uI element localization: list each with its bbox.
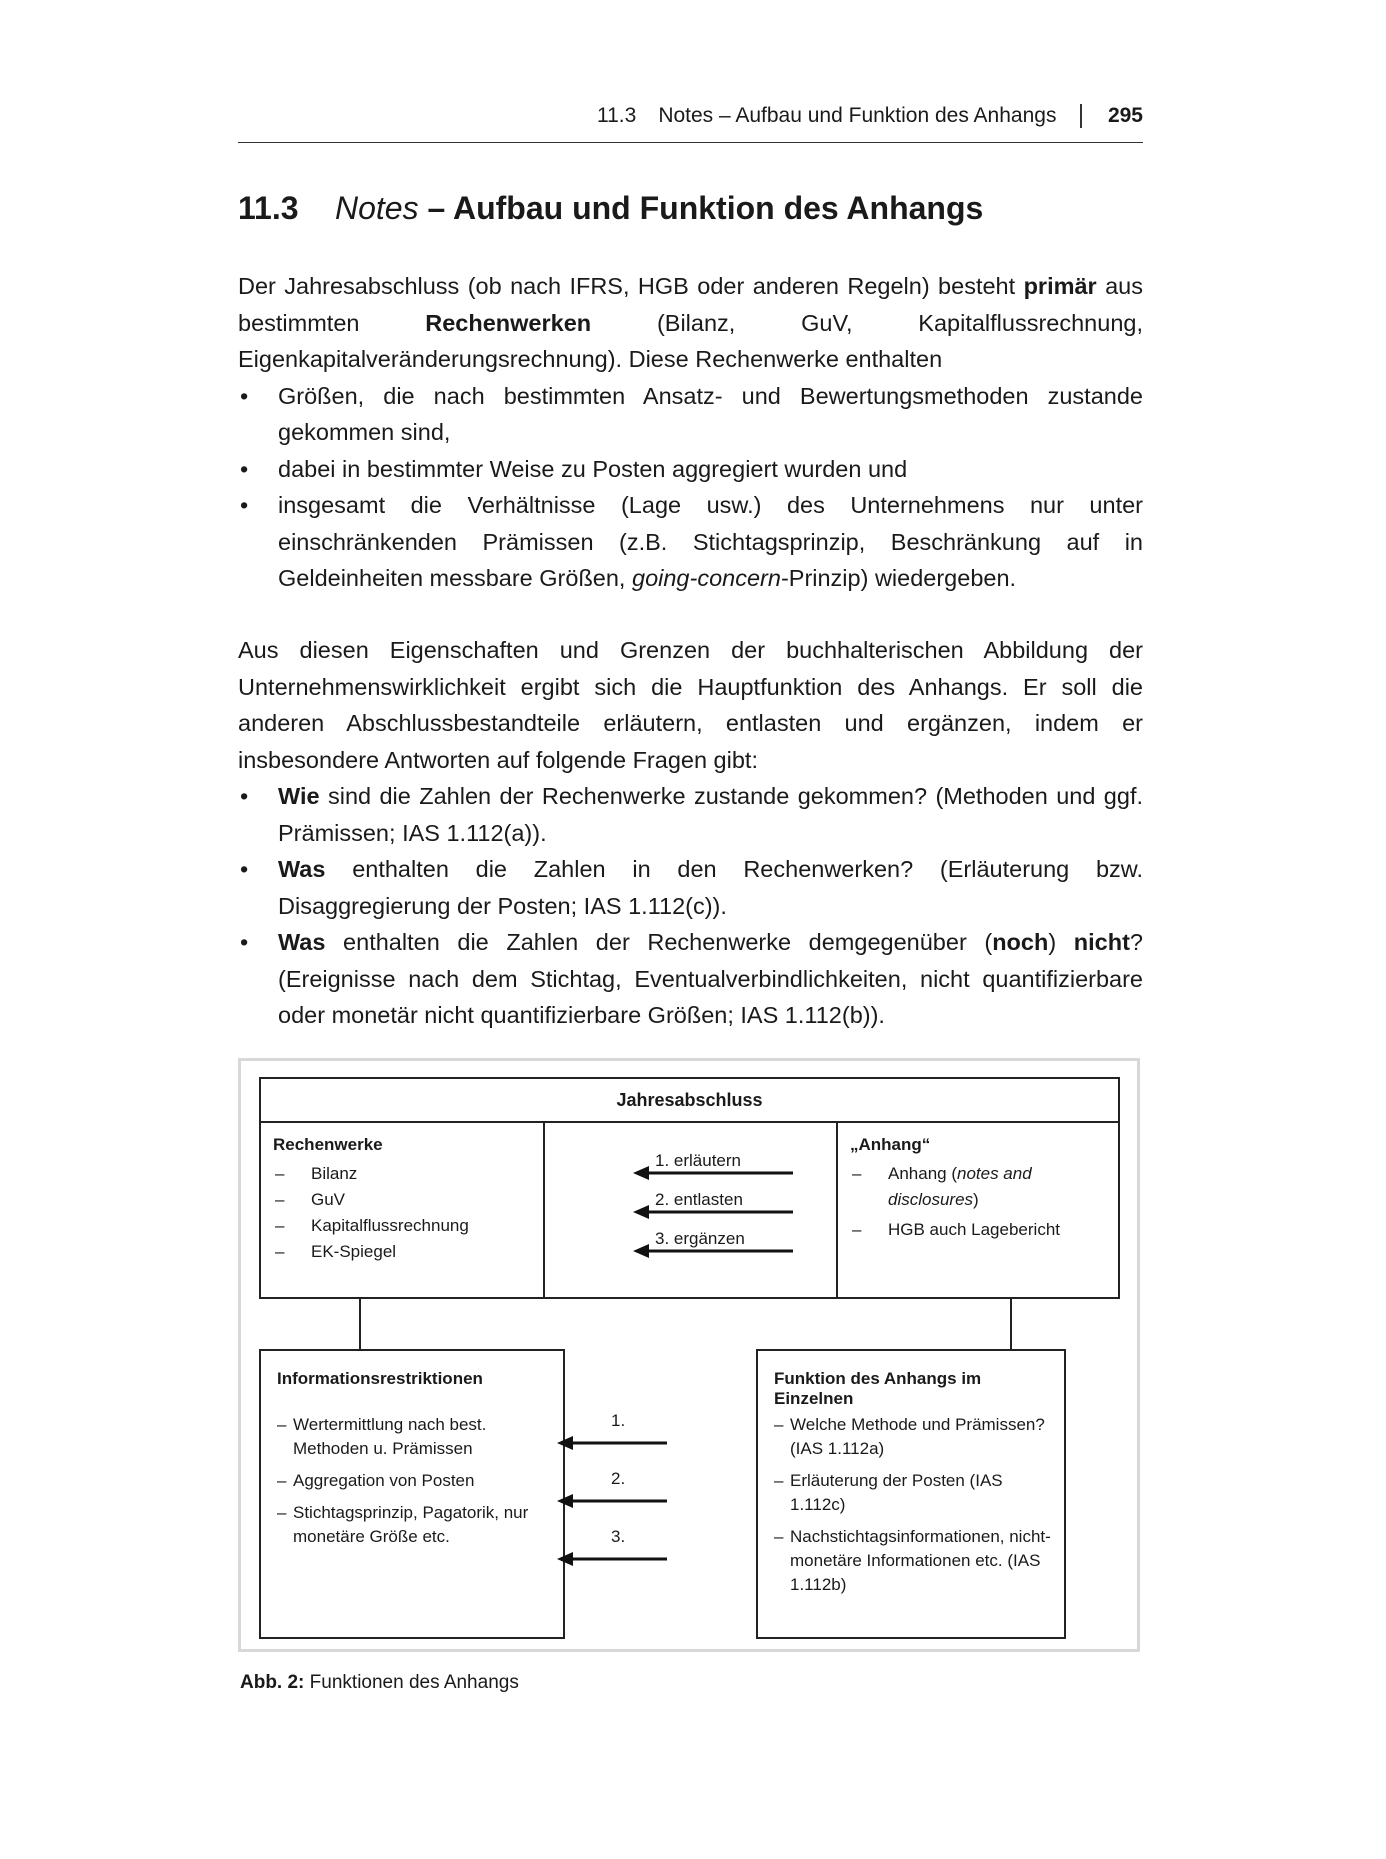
q2-bold: Was xyxy=(278,856,326,882)
rechenwerke-heading: Rechenwerke xyxy=(273,1135,383,1154)
rechenwerke-list xyxy=(275,1161,469,1265)
paragraph-2 xyxy=(238,632,1143,1034)
para1-text-2: aus bestimmten xyxy=(238,273,1144,336)
paragraph-1 xyxy=(238,268,1143,597)
q3-bold-1: Was xyxy=(278,929,326,955)
para1-bold-2: Rechenwerken xyxy=(425,309,592,336)
caption-text: Funktionen des Anhangs xyxy=(304,1672,519,1693)
arrow-label: 1. xyxy=(611,1411,626,1430)
running-header xyxy=(238,104,1143,143)
q3-bold-2: noch xyxy=(992,929,1049,955)
list-item xyxy=(238,851,1143,924)
informationsrestriktionen-box xyxy=(259,1349,565,1639)
arrow-label: 3. xyxy=(611,1527,626,1546)
anhang-column xyxy=(838,1121,1118,1297)
list-item xyxy=(238,778,1143,851)
informationsrestriktionen-heading: Informationsrestriktionen xyxy=(277,1369,483,1388)
q3-text-2: ) xyxy=(1048,929,1074,955)
bullet-list-1 xyxy=(238,378,1143,597)
q2-text: enthalten die Zahlen in den Rechenwerken? (Erläuterung bzw. Disaggregierung der Posten; IAS 1.112(c)). xyxy=(278,856,1143,919)
q3-bold-3: nicht xyxy=(1073,929,1130,955)
bullet3-text-b: -Prinzip) wiedergeben. xyxy=(780,565,1017,591)
section-number: 11.3 xyxy=(238,190,299,226)
jahresabschluss-title: Jahresabschluss xyxy=(261,1079,1118,1123)
arrow-erlaeutern xyxy=(633,1151,793,1181)
connector-right xyxy=(1010,1299,1012,1349)
list-item: – Aggregation von Posten xyxy=(277,1469,553,1493)
para1-text-1: Der Jahresabschluss (ob nach IFRS, HGB oder anderen Regeln) besteht xyxy=(238,273,1024,299)
list-item: – GuV xyxy=(275,1187,469,1213)
left-arrow-icon xyxy=(633,1243,793,1259)
arrow-label: 2. entlasten xyxy=(655,1190,743,1209)
header-title: Notes – Aufbau und Funktion des Anhangs xyxy=(658,104,1057,127)
anhang-item1-b: ) xyxy=(973,1190,979,1209)
list-item: – HGB auch Lagebericht xyxy=(852,1217,1118,1243)
left-arrow-icon xyxy=(633,1204,793,1220)
paragraph-2-text: Aus diesen Eigenschaften und Grenzen der buchhalterischen Abbildung der Unternehmenswirklichkeit ergibt sich die Hauptfunktion des Anhangs. Er soll die anderen Abschlussbestandteile erläutern, entlasten und ergänzen, indem er insbesondere Antworten auf folgende Fragen gibt: xyxy=(238,637,1143,773)
caption-label: Abb. 2: xyxy=(240,1672,305,1693)
left-arrow-icon xyxy=(557,1551,667,1567)
left-arrow-icon xyxy=(557,1435,667,1451)
arrow-label: 2. xyxy=(611,1469,626,1488)
page-number: 295 xyxy=(1107,104,1143,127)
anhang-item1-a: Anhang ( xyxy=(888,1164,957,1183)
funktion-anhang-box xyxy=(756,1349,1066,1639)
anhang-item1-italic: notes and disclosures xyxy=(888,1164,1032,1209)
list-item: – EK-Spiegel xyxy=(275,1239,469,1265)
list-item: – Nachstichtagsinformationen, nicht-monetäre Informationen etc. (IAS 1.112b) xyxy=(774,1525,1054,1597)
q1-bold: Wie xyxy=(278,783,320,809)
anhang-list xyxy=(852,1161,1118,1243)
figure-caption xyxy=(240,1672,519,1694)
arrow-label: 1. erläutern xyxy=(655,1151,741,1170)
list-item: – Stichtagsprinzip, Pagatorik, nur monetäre Größe etc. xyxy=(277,1501,553,1549)
rechenwerke-column xyxy=(261,1121,545,1297)
anhang-heading: „Anhang“ xyxy=(850,1135,931,1154)
list-item: – Erläuterung der Posten (IAS 1.112c) xyxy=(774,1469,1054,1517)
connector-left xyxy=(359,1299,361,1349)
q3-text-3: ? (Ereignisse nach dem Stichtag, Eventualverbindlichkeiten, nicht quantifizierbare oder monetär nicht quantifizierbare Größen; IAS 1.112(b)). xyxy=(278,929,1143,1028)
paragraph-1-text xyxy=(238,268,1143,378)
q3-text-1: enthalten die Zahlen der Rechenwerke demgegenüber ( xyxy=(325,929,993,955)
left-arrow-icon xyxy=(557,1493,667,1509)
funktion-anhang-heading: Funktion des Anhangs im Einzelnen xyxy=(774,1369,982,1408)
bullet3-text-a: insgesamt die Verhältnisse (Lage usw.) des Unternehmens nur unter einschränkenden Prämissen (z.B. Stichtagsprinzip, Beschränkung auf in Geldeinheiten messbare Größen, xyxy=(278,492,1143,591)
para1-bold-1: primär xyxy=(1023,273,1097,299)
section-title-italic: Notes xyxy=(335,190,419,226)
para1-text-3: (Bilanz, GuV, Kapitalflussrechnung, Eigenkapitalveränderungsrechnung). Diese Rechenwerke enthalten xyxy=(238,309,1143,372)
header-section-number: 11.3 xyxy=(596,104,637,127)
list-item xyxy=(238,924,1143,1034)
arrow-ergaenzen xyxy=(633,1229,793,1259)
list-item xyxy=(238,487,1143,597)
section-title xyxy=(238,190,983,227)
bottom-arrow-2 xyxy=(567,1469,753,1509)
bullet-list-2 xyxy=(238,778,1143,1034)
funktion-list xyxy=(774,1413,1054,1605)
header-separator xyxy=(1080,104,1082,128)
list-item: – Wertermittlung nach best. Methoden u. Prämissen xyxy=(277,1413,553,1461)
bullet3-italic: going-concern xyxy=(632,565,781,591)
list-item: • dabei in bestimmter Weise zu Posten aggregiert wurden und xyxy=(238,451,1143,488)
list-item xyxy=(852,1161,1118,1213)
q1-text: sind die Zahlen der Rechenwerke zustande gekommen? (Methoden und ggf. Prämissen; IAS 1.112(a)). xyxy=(278,783,1143,846)
arrow-entlasten xyxy=(633,1190,793,1220)
bottom-arrow-3 xyxy=(567,1527,753,1567)
left-arrow-icon xyxy=(633,1165,793,1181)
bottom-arrow-1 xyxy=(567,1411,753,1451)
arrows-column xyxy=(543,1121,838,1297)
list-item: • Größen, die nach bestimmten Ansatz- und Bewertungsmethoden zustande gekommen sind, xyxy=(238,378,1143,451)
figure-diagram xyxy=(238,1058,1140,1652)
list-item: – Kapitalflussrechnung xyxy=(275,1213,469,1239)
list-item: – Bilanz xyxy=(275,1161,469,1187)
list-item: – Welche Methode und Prämissen? (IAS 1.112a) xyxy=(774,1413,1054,1461)
jahresabschluss-box xyxy=(259,1077,1120,1299)
section-title-rest: – Aufbau und Funktion des Anhangs xyxy=(418,190,984,226)
arrow-label: 3. ergänzen xyxy=(655,1229,745,1248)
restriktionen-list xyxy=(277,1413,553,1557)
